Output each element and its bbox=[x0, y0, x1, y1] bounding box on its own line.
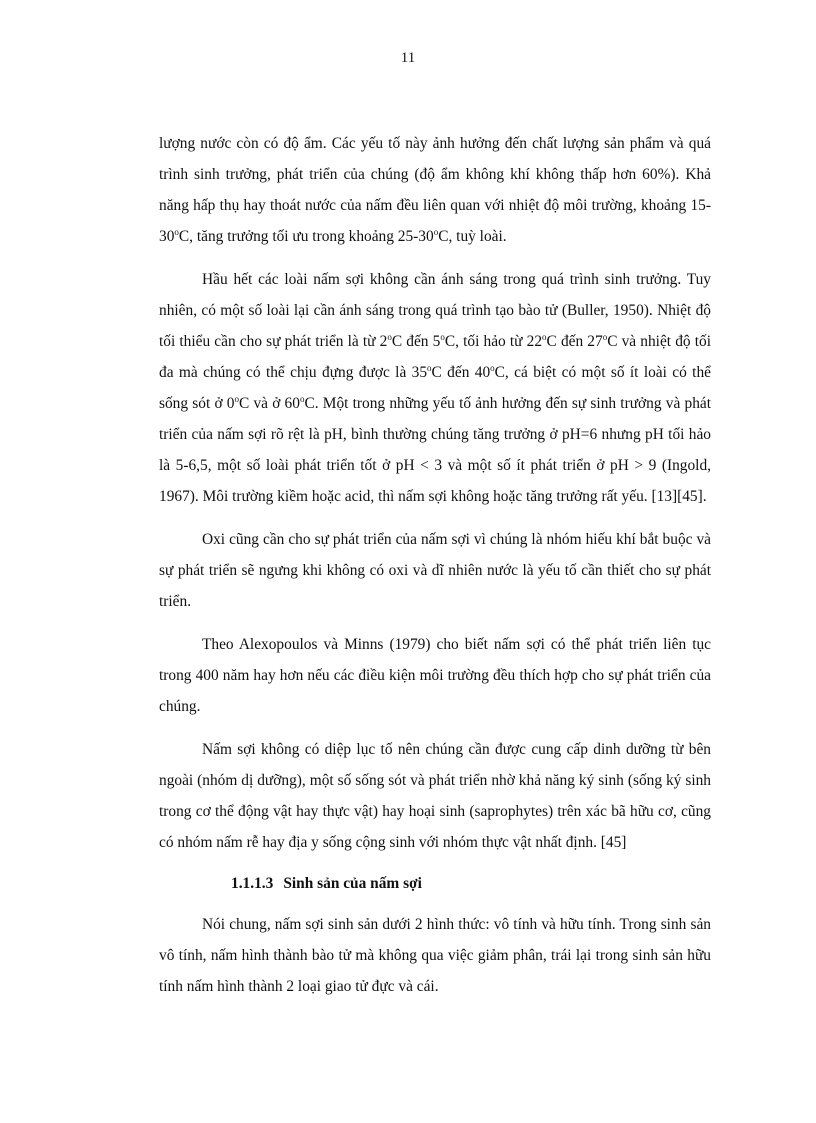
paragraph-oxygen: Oxi cũng cần cho sự phát triển của nấm sợi vì chúng là nhóm hiếu khí bắt buộc và sự phát triển sẽ ngưng khi không có oxi và dĩ nhiên nước là yếu tố cần thiết cho sự phát triển. bbox=[159, 531, 711, 610]
paragraph-reproduction: Nói chung, nấm sợi sinh sản dưới 2 hình thức: vô tính và hữu tính. Trong sinh sản vô tính, nấm hình thành bào tử mà không qua việc giảm phân, trái lại trong sinh sản hữu tính nấm hình thành 2 loại giao tử đực và cái. bbox=[159, 916, 711, 995]
document-body bbox=[159, 128, 711, 1014]
paragraph-light-temperature-ph: Hầu hết các loài nấm sợi không cần ánh sáng trong quá trình sinh trưởng. Tuy nhiên, có một số loài lại cần ánh sáng trong quá trình tạo bào tử (Buller, 1950). Nhiệt độ tối thiểu cần cho sự phát triển là từ 2$^o$C đến 5$^o$C, tối hảo từ 22$^o$C đến 27$^o$C và nhiệt độ tối đa mà chúng có thể chịu đựng được là 35$^o$C đến 40$^o$C, cá biệt có một số ít loài có thể sống sót ở 0$^o$C và ở 60$^o$C. Một trong những yếu tố ảnh hưởng đến sự sinh trưởng và phát triển của nấm sợi rõ rệt là pH, bình thường chúng tăng trưởng ở pH=6 nhưng pH tối hảo là 5-6,5, một số loài phát triển tốt ở pH < 3 và một số ít phát triển ở pH > 9 (Ingold, 1967). Môi trường kiềm hoặc acid, thì nấm sợi không hoặc tăng trưởng rất yếu. [13][45]. bbox=[159, 271, 711, 505]
paragraph-lifespan: Theo Alexopoulos và Minns (1979) cho biết nấm sợi có thể phát triển liên tục trong 400 năm hay hơn nếu các điều kiện môi trường đều thích hợp cho sự phát triển của chúng. bbox=[159, 636, 711, 715]
paragraph-nutrition: Nấm sợi không có diệp lục tố nên chúng cần được cung cấp dinh dưỡng từ bên ngoài (nhóm dị dưỡng), một số sống sót và phát triển nhờ khả năng ký sinh (sống ký sinh trong cơ thể động vật hay thực vật) hay hoại sinh (saprophytes) trên xác bã hữu cơ, cũng có nhóm nấm rễ hay địa y sống cộng sinh với nhóm thực vật nhất định. [45] bbox=[159, 741, 711, 851]
paragraph-humidity: lượng nước còn có độ ẩm. Các yếu tố này ảnh hưởng đến chất lượng sản phẩm và quá trình sinh trưởng, phát triển của chúng (độ ẩm không khí không thấp hơn 60%). Khả năng hấp thụ hay thoát nước của nấm đều liên quan với nhiệt độ môi trường, khoảng 15-30$^o$C, tăng trưởng tối ưu trong khoảng 25-30$^o$C, tuỳ loài. bbox=[159, 135, 711, 245]
page-number: 11 bbox=[400, 50, 416, 66]
section-title: Sinh sản của nấm sợi bbox=[283, 875, 422, 892]
section-number: 1.1.1.3 bbox=[231, 875, 274, 892]
section-heading bbox=[159, 868, 711, 899]
